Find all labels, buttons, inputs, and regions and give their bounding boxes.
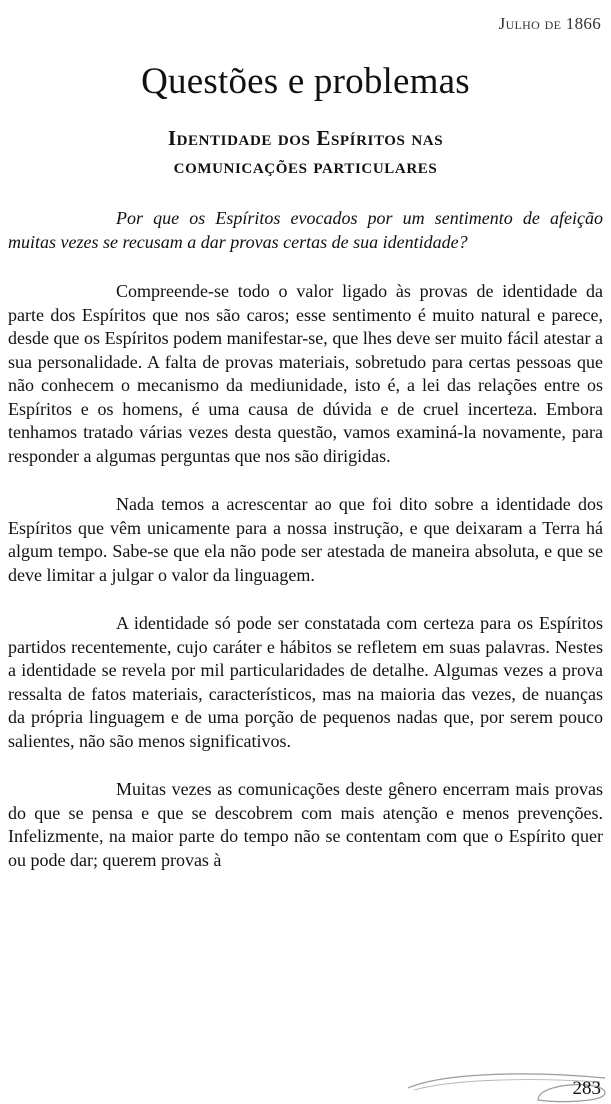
running-head: Julho de 1866 bbox=[498, 14, 601, 33]
body-paragraph-1: Compreende-se todo o valor ligado às provas de identidade da parte dos Espíritos que nos são caros; esse sentimento é muito natural e parece, desde que os Espíritos podem manifestar-se, que lhes deve ser muito fácil atestar a sua personalidade. A falta de provas materiais, sobretudo para certas pessoas que não conhecem o mecanismo da mediunidade, isto é, a lei das relações entre os Espíritos e os homens, é uma causa de dúvida e de cruel incerteza. Embora tenhamos tratado várias vezes desta questão, vamos examiná-la novamente, para responder a algumas perguntas que nos são dirigidas. bbox=[8, 281, 603, 466]
body-paragraph-4: Muitas vezes as comunicações deste gênero encerram mais provas do que se pensa e que se descobrem com mais atenção e menos prevenções. Infelizmente, na maior parte do tempo não se contentam com que o Espírito quer ou pode dar; querem provas à bbox=[8, 779, 603, 870]
question-paragraph: Por que os Espíritos evocados por um sentimento de afeição muitas vezes se recusam a dar provas certas de sua identidade? bbox=[8, 208, 603, 252]
page-footer bbox=[0, 1060, 611, 1104]
body-paragraph-3: A identidade só pode ser constatada com certeza para os Espíritos partidos recentemente, cujo caráter e hábitos se refletem em suas palavras. Nestes a identidade se revela por mil particularidades de detalhe. Algumas vezes a prova ressalta de fatos materiais, característicos, mas na maioria das vezes, de nuanças da própria linguagem e de uma porção de pequenos nadas que, por serem pouco salientes, não são menos significativos. bbox=[8, 613, 603, 751]
page-number: 283 bbox=[572, 1078, 601, 1099]
page-title: Questões e problemas bbox=[141, 61, 470, 102]
subtitle bbox=[0, 124, 611, 180]
subtitle-line-2: comunicações particulares bbox=[173, 154, 438, 178]
body-paragraph-2: Nada temos a acrescentar ao que foi dito sobre a identidade dos Espíritos que vêm unicamente para a nossa instrução, e que deixaram a Terra há algum tempo. Sabe-se que ela não pode ser atestada de maneira absoluta, e que se deve limitar a julgar o valor da linguagem. bbox=[8, 494, 603, 585]
subtitle-line-1: Identidade dos Espíritos nas bbox=[167, 126, 444, 150]
body-text bbox=[8, 207, 603, 892]
